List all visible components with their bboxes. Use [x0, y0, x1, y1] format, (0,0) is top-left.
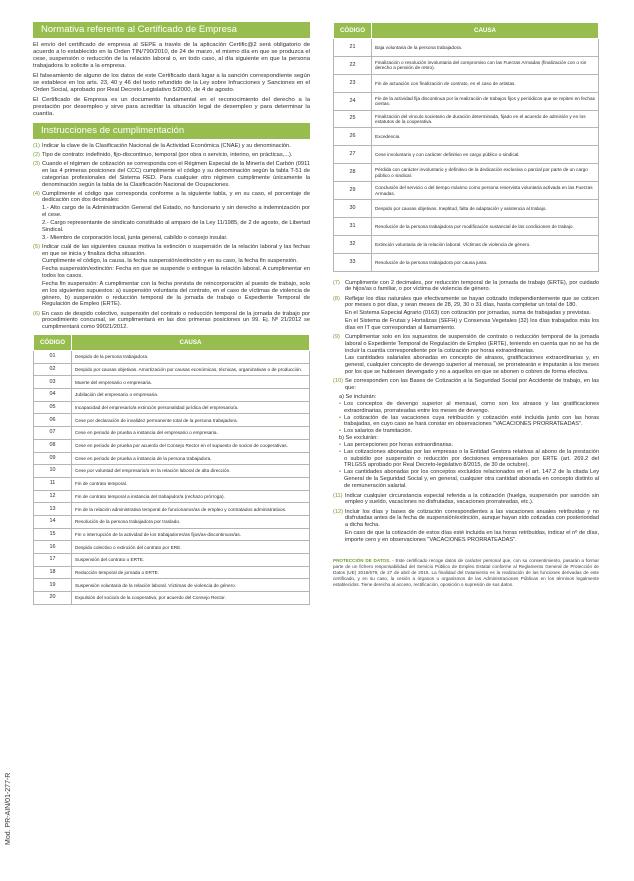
cause-text: Pérdida con carácter involuntario y definitivo de la dedicación exclusiva o parcial por parte de un cargo público o sindical.	[372, 164, 599, 182]
cause-text: Cese por voluntad del empresario/a en la relación laboral de alta dirección.	[72, 465, 310, 478]
cause-text: Cese por declaración de invalidez permanente total de la persona trabajadora.	[72, 414, 310, 427]
cause-code: 19	[34, 579, 72, 592]
cause-code: 03	[34, 376, 72, 389]
cause-code: 05	[34, 401, 72, 414]
instruction-body	[42, 191, 310, 242]
instruction-body	[42, 152, 310, 159]
cause-code: 16	[34, 541, 72, 554]
instruction-number: (3)	[33, 161, 40, 168]
list-item	[339, 442, 599, 449]
table-row	[34, 414, 310, 427]
instruction-item	[33, 161, 310, 188]
table-row	[334, 253, 599, 271]
cause-text: Excedencia.	[372, 128, 599, 146]
table-row	[34, 592, 310, 605]
instruction-subtext: 2.- Cargo representante de sindicato constituido al amparo de la Ley 11/1985, de 2 de agosto, de Libertad Sindical.	[42, 220, 310, 233]
instruction-item	[333, 296, 599, 332]
cause-code: 22	[334, 56, 372, 74]
privacy-heading: PROTECCIÓN DE DATOS.	[333, 557, 391, 563]
instruction-subtext: 1.- Alto cargo de la Administración General del Estado, no funcionario y sin derecho a indemnización por el cese.	[42, 205, 310, 219]
table-row	[334, 92, 599, 110]
cause-text: Fin de contrato temporal a instancia del trabajador/a (rechazo prórroga).	[72, 490, 310, 503]
instruction-body	[345, 509, 599, 544]
instruction-subtext: Cumplimente el código, la causa, la fecha suspensión/extinción y en su caso, la fecha fin suspensión.	[42, 258, 298, 265]
instruction-number: (10)	[333, 378, 343, 385]
instruction-item	[33, 311, 310, 332]
instruction-number: (12)	[333, 508, 343, 515]
table-row	[34, 579, 310, 592]
instruction-body	[42, 143, 310, 150]
instruction-body	[42, 311, 310, 332]
instruction-number: (9)	[333, 333, 340, 340]
table-row	[34, 554, 310, 567]
instruction-number: (8)	[333, 295, 340, 302]
cause-code: 21	[334, 39, 372, 57]
table-row	[34, 503, 310, 516]
right-column	[333, 22, 599, 588]
instruction-number: (1)	[33, 143, 40, 149]
instruction-number: (2)	[33, 152, 40, 159]
causes-table-1	[33, 334, 310, 605]
cause-code: 26	[334, 128, 372, 146]
cause-text: Cese en periodo de prueba a instancia de la persona trabajadora.	[72, 452, 310, 465]
cause-code: 20	[34, 592, 72, 605]
instruction-body	[42, 244, 310, 309]
cause-code: 09	[34, 452, 72, 465]
cause-text: Finalización o resolución involuntaria del compromiso con las Fuerzas Armadas (finalización con o sin derecho a pensión de retiro).	[372, 56, 599, 74]
cause-text: Expulsión del socio/a de la cooperativa, por acuerdo del Consejo Rector.	[72, 592, 310, 605]
cause-text: Incapacidad del empresario/a extinción personalidad jurídica del empresario/a.	[72, 401, 310, 414]
table-row	[34, 477, 310, 490]
cause-code: 24	[334, 92, 372, 110]
paragraph-documento: El Certificado de Empresa es un documento fundamental en el reconocimiento del derecho a la prestación por desempleo y sirve para acreditar la situación legal de desempleo y para determinar la cuantía.	[33, 97, 310, 117]
table-row	[34, 389, 310, 402]
list-item	[339, 469, 599, 489]
cause-code: 27	[334, 146, 372, 164]
cause-text: Resolución de la persona trabajadora por traslado.	[72, 515, 310, 528]
cause-code: 28	[334, 164, 372, 182]
table-row	[34, 439, 310, 452]
cause-code: 01	[34, 351, 72, 364]
cause-text: Despido por causas objetivas. Ineptitud, falta de adaptación y asistencia al trabajo.	[372, 200, 599, 218]
table-row	[34, 401, 310, 414]
list-item	[339, 415, 599, 429]
instruction-subtext: 3.- Miembro de corporación local, junta general, cabildo o consejo insular.	[42, 234, 228, 241]
instruction-number: (6)	[33, 310, 40, 317]
cause-code: 33	[334, 253, 372, 271]
instruction-item	[333, 509, 599, 544]
instruction-subtext: Fecha suspensión/extinción: Fecha en que se suspende o extingue la relación laboral. A cumplimentar en todos los casos.	[42, 266, 310, 280]
cause-text: Fin de contrato temporal.	[72, 477, 310, 490]
table-row	[34, 351, 310, 364]
table-row	[334, 146, 599, 164]
instruction-item	[33, 191, 310, 242]
cause-code: 04	[34, 389, 72, 402]
cause-code: 12	[34, 490, 72, 503]
table-row	[34, 515, 310, 528]
instruction-number: (11)	[333, 492, 343, 499]
privacy-notice	[333, 558, 599, 588]
header-causa: CAUSA	[72, 335, 310, 351]
instruction-subtext: En caso de que la cotización de estos días esté incluida en las horas retribuidas, indicar el nº de días, importe cero y en observaciones "VACACIONES PRORRATEADAS".	[345, 530, 599, 543]
table-row	[34, 465, 310, 478]
cause-code: 32	[334, 235, 372, 253]
list-item-text: Las cantidades abonadas por los conceptos excluidos relacionados en el art. 147.2 de la citada Ley General de la Seguridad Social y, en general, cualquier otra cantidad abonada en concepto distinto al de remuneración salarial.	[344, 469, 599, 489]
cause-code: 07	[34, 427, 72, 440]
cause-text: Fin o interrupción de la actividad de los trabajadores/as fijos/as-discontinuos/as.	[72, 528, 310, 541]
cause-text: Reducción temporal de jornada o ERTE.	[72, 566, 310, 579]
section-title-normativa: Normativa referente al Certificado de Empresa	[33, 22, 310, 38]
instruction-item	[33, 143, 310, 150]
table-row	[334, 182, 599, 200]
header-codigo: CÓDIGO	[334, 23, 372, 39]
list-a-title: a) Se incluirán:	[339, 394, 377, 401]
instruction-text: Incluir los días y bases de cotización correspondientes a las vacaciones anuales retribuidas y no disfrutadas antes de la fecha de suspensión/extinción, aunque hayan sido cotizadas con posterioridad a dicha fecha.	[345, 508, 599, 529]
cause-text: Suspensión del contrato o ERTE.	[72, 554, 310, 567]
table-row	[34, 363, 310, 376]
instruction-text: Indicar la clave de la Clasificación Nacional de la Actividad Económica (CNAE) y su denominación.	[42, 143, 291, 149]
paragraph-falseamiento: El falseamiento de alguno de los datos de este Certificado dará lugar a la sanción correspondiente según se establece en los arts. 23, 40 y 46 del texto refundido de la Ley sobre Infracciones y Sanciones en el Orden Social, aprobado por Real Decreto Legislativo 5/2000, de 4 de agosto.	[33, 73, 310, 93]
causes-table-2	[333, 22, 599, 272]
cause-text: Fin de la relación administrativa temporal de funcionarios/as de empleo y contratados administrativos.	[72, 503, 310, 516]
instruction-subtext: Las cantidades salariales abonadas en concepto de atrasos, gratificaciones extraordinarias y, en general, cualquier concepto de devengo superior al mensual, se prorratearán e imputarán a los meses por los que se hubiesen devengado y no a aquellos en que se abonen o cobren de forma efectiva.	[345, 355, 599, 375]
cause-code: 25	[334, 110, 372, 128]
cause-text: Jubilación del empresario o empresaria.	[72, 389, 310, 402]
table-row	[334, 235, 599, 253]
table-row	[334, 128, 599, 146]
instruction-subtext: Fecha fin suspensión: A cumplimentar con la fecha prevista de reincorporación al puesto de trabajo, solo en los siguientes supuestos: a) suspensión voluntaria del contrato, en el caso de víctimas de violencia de género, b) suspensión o reducción temporal de la jornada de trabajo o Expediente Temporal de Regulación de Empleo (ERTE).	[42, 280, 310, 308]
cause-code: 13	[34, 503, 72, 516]
table-row	[334, 217, 599, 235]
instruction-text: Indicar cuál de las siguientes causas motiva la extinción o suspensión de la relación laboral y las fechas en que se inicia y finaliza dicha situación.	[42, 243, 310, 257]
instruction-text: Tipo de contrato: indefinido, fijo-discontinuo, temporal (por obra o servicio, interino, en prácticas,...).	[42, 152, 293, 159]
cause-text: Resolución de la persona trabajadora por modificación sustancial de las condiciones de trabajo.	[372, 217, 599, 235]
instruction-body	[345, 378, 599, 392]
bullet-icon: •	[339, 401, 341, 408]
instruction-body	[345, 296, 599, 332]
note-10-list	[333, 394, 599, 490]
instruction-text: Cuando el régimen de cotización se corresponda con el Régimen Especial de la Minería del Carbón (0911 en las 4 primeras posiciones del CCC) cumplimente el código y su denominación según la tabla T-51 de categorías profesionales del Sistema RED. Para cualquier otro régimen cumplimente únicamente la denominación según la tabla de la Clasificación Nacional de Ocupaciones.	[42, 161, 310, 188]
instruction-body	[42, 161, 310, 188]
table-row	[34, 566, 310, 579]
list-item-text: La cotización de las vacaciones cuya retribución y cotización esté incluida junto con las horas trabajadas, en cuyo caso se hará constar en observaciones "VACACIONES PRORRATEADAS".	[344, 414, 599, 428]
instruction-number: (4)	[33, 190, 40, 197]
cause-text: Despido colectivo o extinción del contrato por ERE.	[72, 541, 310, 554]
cause-code: 31	[334, 217, 372, 235]
cause-text: Despido de la persona trabajadora.	[72, 351, 310, 364]
instruction-text: Cumplimentar solo en los supuestos de suspensión de contrato o reducción temporal de la jornada laboral o Expediente Temporal de Regulación de Empleo (ERTE), teniendo en cuenta que no se ha de incluir la cuantía correspondiente por la cotización por horas extraordinarias.	[345, 333, 599, 354]
cause-text: Resolución de la persona trabajadora por causa justa.	[372, 253, 599, 271]
table-row	[34, 376, 310, 389]
right-instructions-2	[333, 493, 599, 544]
table-row	[334, 110, 599, 128]
instruction-item	[333, 280, 599, 294]
right-instructions	[333, 280, 599, 392]
instruction-number: (5)	[33, 243, 40, 250]
bullet-icon: •	[339, 428, 341, 435]
instruction-body	[345, 280, 599, 294]
cause-text: Muerte del empresario o empresaria.	[72, 376, 310, 389]
cause-code: 17	[34, 554, 72, 567]
list-item-text: Los salarios de tramitación.	[344, 428, 413, 435]
instruction-number: (7)	[333, 279, 340, 286]
table-row	[34, 490, 310, 503]
instruction-item	[333, 378, 599, 392]
bullet-icon: •	[339, 448, 341, 455]
bullet-icon: •	[339, 469, 341, 476]
instruction-item	[33, 152, 310, 159]
list-item	[339, 428, 599, 435]
cause-text: Extinción voluntaria de la relación laboral. Víctimas de violencia de género.	[372, 235, 599, 253]
header-causa: CAUSA	[372, 23, 599, 39]
instruction-body	[345, 493, 599, 507]
section-title-instrucciones: Instrucciones de cumplimentación	[33, 123, 310, 139]
cause-text: Fin de actuación con finalización de contrato, en el caso de artistas.	[372, 74, 599, 92]
table-row	[34, 427, 310, 440]
table-row	[334, 74, 599, 92]
table-row	[34, 528, 310, 541]
instruction-text: Cumplimente el código que corresponda conforme a la siguiente tabla, y en su caso, el porcentaje de dedicación con dos decimales:	[42, 190, 310, 204]
list-b-title: b) Se excluirán:	[339, 435, 378, 442]
list-item-text: Las percepciones por horas extraordinarias.	[344, 442, 454, 449]
cause-code: 23	[334, 74, 372, 92]
instruction-item	[33, 244, 310, 309]
cause-code: 08	[34, 439, 72, 452]
instruction-text: Reflejar los días naturales que efectivamente se hayan cotizado independientemente que se coticen por meses o por días, y sean meses de 28, 29, 30 o 31 días, hasta completar un total de 180.	[345, 295, 599, 309]
instruction-item	[333, 493, 599, 507]
left-column	[33, 22, 310, 605]
cause-text: Despido por causas objetivas. Amortización por causas económicas, técnicas, organizativas o de producción.	[72, 363, 310, 376]
list-item	[339, 401, 599, 415]
paragraph-envio: El envío del certificado de empresa al SEPE a través de la aplicación Certific@2 será obligatorio de acuerdo a lo establecido en la Orden TIN/790/2010, de 24 de marzo, el mismo día en que se produzca el cese, suspensión o reducción de la relación laboral o, en todo caso, al día siguiente en que la persona trabajadora lo solicite a la empresa.	[33, 42, 310, 69]
instruction-item	[333, 334, 599, 376]
instruction-subtext: En el Sistema de Frutas y Hortalizas (SEFH) y Conservas Vegetales (32) los días trabajados más los días en IT que correspondan al llamamiento.	[345, 317, 599, 331]
instruction-body	[345, 334, 599, 376]
cause-code: 11	[34, 477, 72, 490]
header-codigo: CÓDIGO	[34, 335, 72, 351]
table-row	[334, 164, 599, 182]
table-row	[334, 56, 599, 74]
cause-text: Suspensión voluntaria de la relación laboral. Víctimas de violencia de género.	[72, 579, 310, 592]
cause-code: 02	[34, 363, 72, 376]
cause-text: Cese en periodo de prueba a instancia del empresario o empresaria.	[72, 427, 310, 440]
bullet-icon: •	[339, 414, 341, 421]
table-row	[334, 39, 599, 57]
list-item	[339, 449, 599, 469]
instruction-text: Cumplimente con 2 decimales, por reducción temporal de la jornada de trabajo (ERTE), por cuidado de hijos/as o familiar, o por víctima de violencia de género.	[345, 279, 599, 293]
instruction-text: En caso de despido colectivo, suspensión del contrato o reducción temporal de la jornada de trabajo por procedimiento concursal, se cumplimentará en las dos primeras posiciones un 99. Ej. Nº 21/2012 se cumplimentará como 99021/2012.	[42, 310, 310, 331]
cause-text: Conclusión del servicio o del tiempo máximo como persona reservista voluntaria activada en las Fuerzas Armadas.	[372, 182, 599, 200]
privacy-text: - Este certificado recoge datos de carácter personal que, con su consentimiento, pasarán a formar parte de un fichero responsabilidad del Servicio Público de Empleo Estatal conforme al Reglamento General de Protección de Datos (UE) 2016/679, de 27 de abril de 2016. La finalidad del tratamiento es la realización de las funciones derivadas de este certificado, y en su caso, la cesión a órganos u organismos de las Administraciones Públicas en los términos legalmente establecidos. Tiene derecho al acceso, rectificación, oposición o supresión de sus datos.	[333, 557, 599, 587]
instruction-text: Se corresponden con las Bases de Cotización a la Seguridad Social por Accidente de trabajo, en las que:	[345, 378, 599, 391]
table-row	[34, 452, 310, 465]
cause-text: Cese en periodo de prueba por acuerdo del Consejo Rector en el supuesto de socios de cooperativas.	[72, 439, 310, 452]
table-row	[34, 541, 310, 554]
list-item-text: Los conceptos de devengo superior al mensual, como son los atrasos y las gratificaciones extraordinarias, prorrateadas entre los meses de devengo.	[344, 401, 599, 414]
list-item-text: Las cotizaciones abonadas por las empresas o la Entidad Gestora relativas al abono de la prestación o subsidio por suspensión o reducción por decisiones empresariales por ERTE (art. 269.2 del TRLGSS aprobado por Real Decreto-legislativo 8/2015, de 30 de octubre).	[344, 448, 599, 469]
table-row	[334, 200, 599, 218]
cause-text: Fin de la actividad fija discontinua por la realización de trabajos fijos y periódicos que se repiten en fechas ciertas.	[372, 92, 599, 110]
cause-text: Finalización del vínculo societario de duración determinada, fijado en el acuerdo de admisión y en los estatutos de la cooperativa.	[372, 110, 599, 128]
cause-code: 06	[34, 414, 72, 427]
cause-text: Baja voluntaria de la persona trabajadora.	[372, 39, 599, 57]
instructions-list	[33, 143, 310, 331]
cause-code: 10	[34, 465, 72, 478]
instruction-text: Indicar cualquier circunstancia especial referida a la cotización (huelga, suspensión por sanción sin empleo y sueldo, vacaciones no disfrutadas, vacaciones prorrateadas, etc.).	[345, 492, 599, 506]
cause-code: 30	[334, 200, 372, 218]
form-code: Mod. PR-AIN/01-277-R	[5, 772, 12, 845]
bullet-icon: •	[339, 442, 341, 449]
cause-code: 29	[334, 182, 372, 200]
cause-code: 15	[34, 528, 72, 541]
cause-code: 14	[34, 515, 72, 528]
cause-code: 18	[34, 566, 72, 579]
cause-text: Cese involuntario y con carácter definitivo en cargo público o sindical.	[372, 146, 599, 164]
instruction-subtext: En el Sistema Especial Agrario (0163) con cotización por jornadas, suma de trabajadas y previstas.	[345, 310, 591, 317]
